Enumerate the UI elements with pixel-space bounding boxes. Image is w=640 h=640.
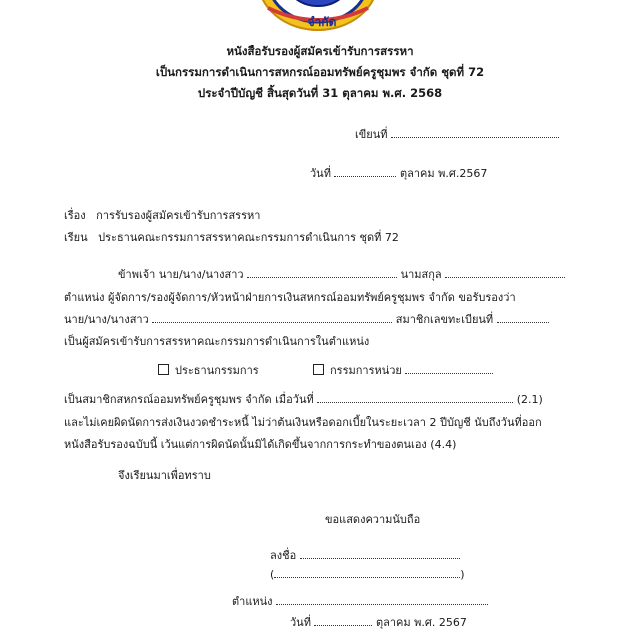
applicant-name-row: [118, 265, 565, 283]
applicant-intro: ข้าพเจ้า นาย/นาง/นางสาว: [118, 268, 244, 281]
subject-label: เรื่อง: [64, 209, 86, 222]
option-unit-member-label: กรรมการหน่วย: [330, 364, 402, 377]
position-text: ตำแหน่ง ผู้จัดการ/รองผู้จัดการ/หัวหน้าฝ่ายการเงินสหกรณ์ออมทรัพย์ครูชุมพร จำกัด ขอรับรองว่า: [64, 291, 516, 304]
candidate-position-row: [64, 332, 369, 350]
date-label: วันที่: [310, 167, 331, 180]
member-no-blank: [497, 312, 549, 323]
title-line-2: เป็นกรรมการดำเนินการสหกรณ์ออมทรัพย์ครูชุมพร จำกัด ชุดที่ 72: [155, 65, 485, 79]
member-since-text: เป็นสมาชิกสหกรณ์ออมทรัพย์ครูชุมพร จำกัด เมื่อวันที่: [64, 393, 314, 406]
paren-close: ): [460, 568, 465, 581]
no-default-line-2: หนังสือรับรองฉบับนี้ เว้นแต่การผิดนัดนั้นมิได้เกิดขึ้นจากการกระทำของตนเอง (4.4): [64, 438, 457, 451]
signature-date-label: วันที่: [290, 616, 311, 629]
recipient-text: ประธานคณะกรรมการสรรหาคณะกรรมการดำเนินการ ชุดที่ 72: [98, 231, 399, 244]
name-paren-row: [270, 567, 465, 581]
sign-blank: [300, 548, 460, 559]
member-since-ref: (2.1): [516, 393, 543, 406]
written-at-blank: [391, 127, 559, 138]
member-since-row: [64, 390, 543, 408]
unit-member-blank: [405, 363, 493, 374]
member-since-blank: [317, 392, 513, 403]
chairman-checkbox[interactable]: [158, 364, 169, 375]
signature-day-blank: [314, 615, 372, 626]
title-line-1: หนังสือรับรองผู้สมัครเข้ารับการสรรหา: [226, 44, 414, 58]
date-month-year: ตุลาคม พ.ศ.2567: [399, 167, 488, 180]
subject-text: การรับรองผู้สมัครเข้ารับการสรรหา: [96, 209, 261, 222]
date-row: [310, 164, 487, 182]
title-line-3: ประจำปีบัญชี สิ้นสุดวันที่ 31 ตุลาคม พ.ศ. 2568: [197, 86, 443, 100]
printed-name-blank: [274, 567, 460, 578]
candidate-name-row: [64, 310, 549, 328]
sign-row: [270, 546, 460, 564]
closing-text: จึงเรียนมาเพื่อทราบ: [118, 469, 211, 482]
recipient-row: [64, 228, 399, 246]
cooperative-logo: [248, 0, 388, 32]
candidate-name-blank: [152, 312, 392, 323]
surname-blank: [445, 267, 565, 278]
logo-text: จำกัด: [307, 15, 337, 29]
option-chairman[interactable]: [158, 361, 259, 379]
candidate-person-label: นาย/นาง/นางสาว: [64, 313, 149, 326]
signer-position-label: ตำแหน่ง: [232, 595, 273, 608]
respect-text: ขอแสดงความนับถือ: [325, 513, 421, 526]
subject-row: [64, 206, 260, 224]
signer-position-row: [232, 592, 488, 610]
candidate-position-text: เป็นผู้สมัครเข้ารับการสรรหาคณะกรรมการดำเนินการในตำแหน่ง: [64, 335, 370, 348]
member-no-label: สมาชิกเลขทะเบียนที่: [395, 313, 494, 326]
written-at-row: [355, 125, 559, 143]
recipient-label: เรียน: [64, 231, 88, 244]
date-day-blank: [334, 166, 396, 177]
paren-open: (: [270, 568, 275, 581]
no-default-line-1: และไม่เคยผิดนัดการส่งเงินงวดชำระหนี้ ไม่ว่าต้นเงินหรือดอกเบี้ยในระยะเวลา 2 ปีบัญชี นับถึงวันที่ออก: [64, 416, 542, 429]
signer-position-blank: [276, 594, 488, 605]
surname-label: นามสกุล: [400, 268, 442, 281]
applicant-firstname-blank: [247, 267, 397, 278]
unit-member-checkbox[interactable]: [313, 364, 324, 375]
written-at-label: เขียนที่: [355, 128, 388, 141]
signature-date-row: [290, 613, 467, 631]
option-unit-member[interactable]: [313, 361, 493, 379]
signature-month-year: ตุลาคม พ.ศ. 2567: [375, 616, 467, 629]
position-row: [64, 288, 516, 306]
option-chairman-label: ประธานกรรมการ: [175, 364, 259, 377]
sign-label: ลงชื่อ: [270, 549, 297, 562]
